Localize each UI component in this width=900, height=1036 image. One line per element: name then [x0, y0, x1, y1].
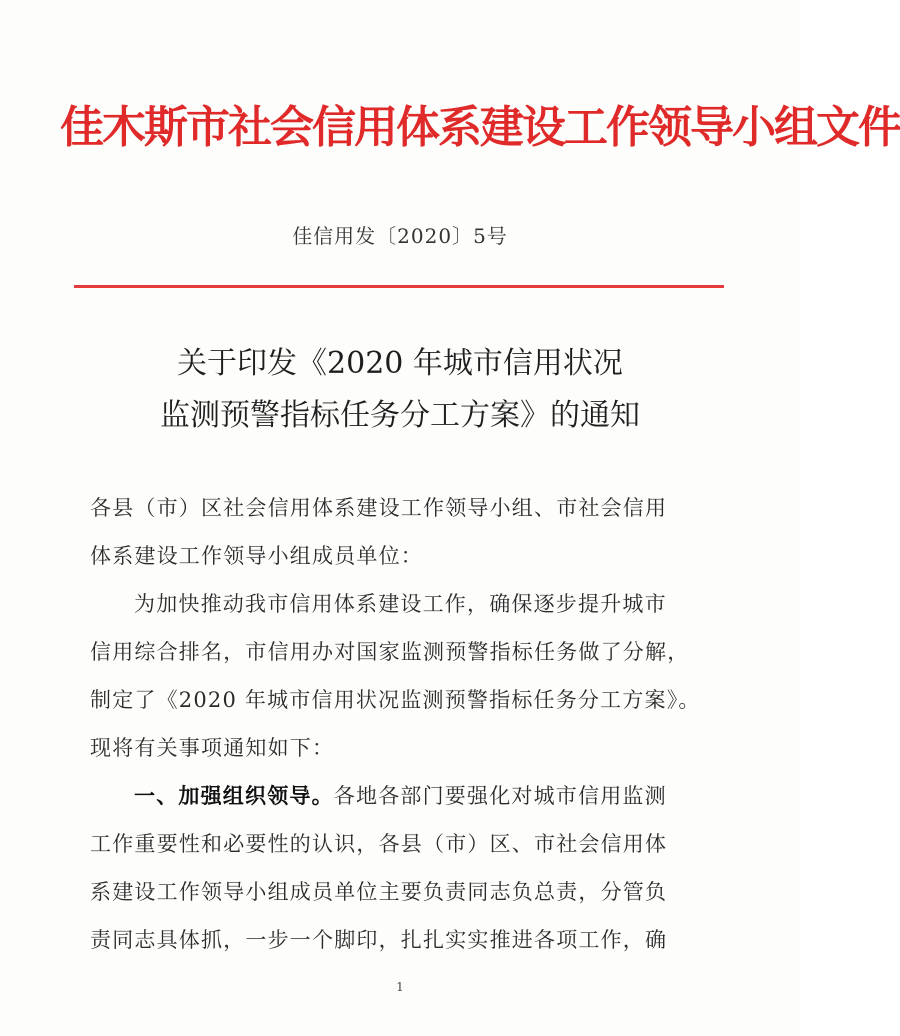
section-paragraph: [90, 772, 720, 820]
body-line: 系建设工作领导小组成员单位主要负责同志负总责，分管负: [90, 880, 668, 904]
body-line: 各县（市）区社会信用体系建设工作领导小组、市社会信用: [90, 496, 668, 520]
red-divider-line: [74, 285, 724, 288]
body-line: 信用综合排名，市信用办对国家监测预警指标任务做了分解，: [90, 640, 690, 664]
body-line: 制定了《2020 年城市信用状况监测预警指标任务分工方案》。: [90, 688, 701, 712]
body-line: 体系建设工作领导小组成员单位：: [90, 544, 423, 568]
page-number: 1: [396, 980, 404, 994]
section-heading: 一、加强组织领导。: [134, 784, 334, 808]
body-line: 责同志具体抓，一步一个脚印，扎扎实实推进各项工作，确: [90, 928, 668, 952]
title-line-1: 关于印发《2020 年城市信用状况: [177, 346, 623, 381]
document-number: 佳信用发〔2020〕5号: [292, 224, 508, 248]
document-body: [90, 484, 720, 964]
body-line: 现将有关事项通知如下：: [90, 736, 335, 760]
body-line: 工作重要性和必要性的认识，各县（市）区、市社会信用体: [90, 832, 668, 856]
section-text: 各地各部门要强化对城市信用监测: [333, 784, 667, 808]
title-line-2: 监测预警指标任务分工方案》的通知: [160, 398, 640, 433]
body-line: 为加快推动我市信用体系建设工作，确保逐步提升城市: [134, 592, 667, 616]
issuer-header: 佳木斯市社会信用体系建设工作领导小组文件: [60, 102, 900, 153]
document-title: [0, 338, 800, 442]
